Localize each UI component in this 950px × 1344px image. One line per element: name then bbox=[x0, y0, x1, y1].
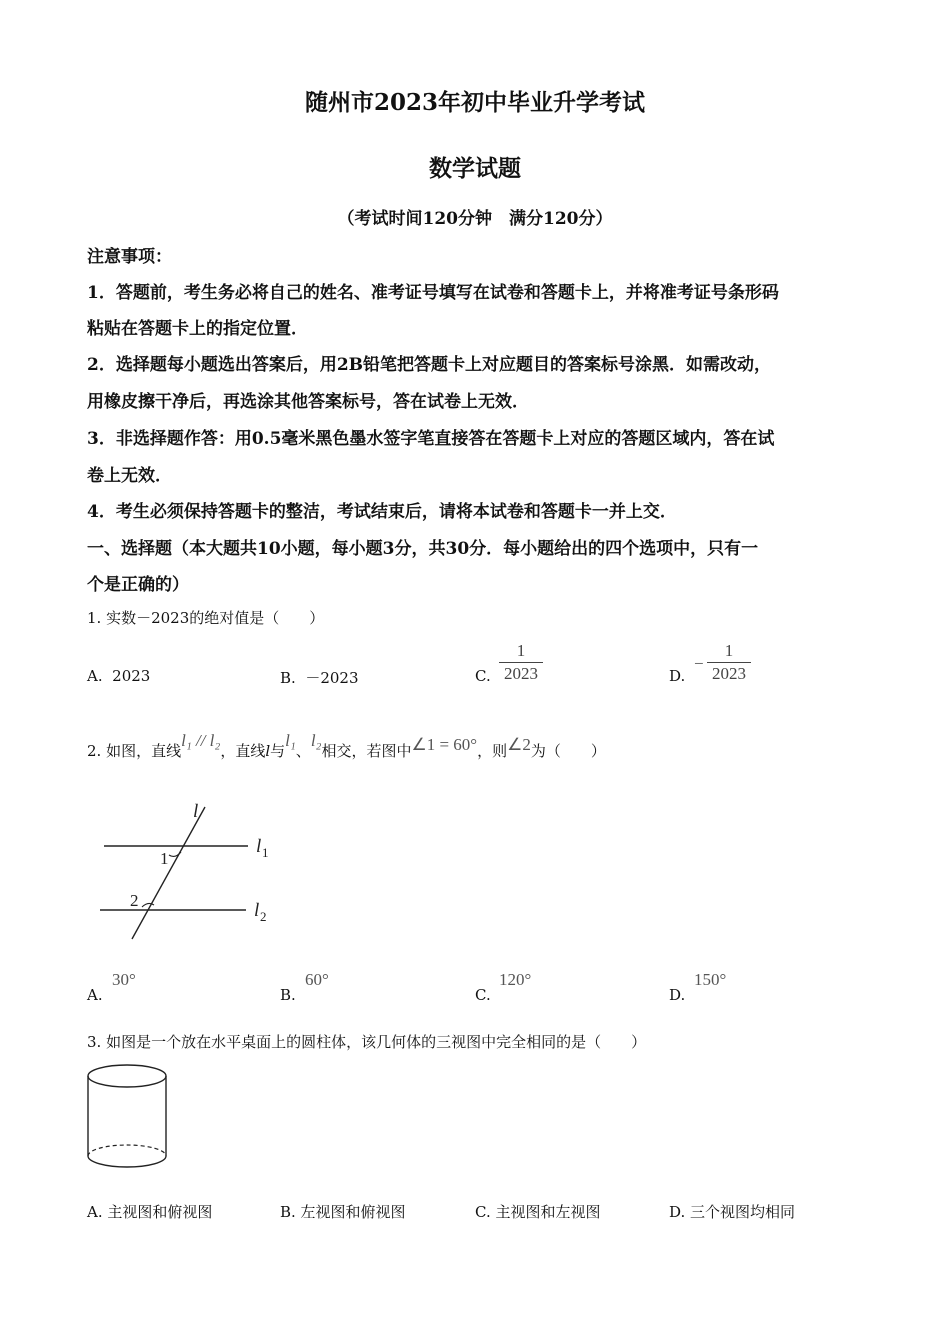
q3-option-a: A. 主视图和俯视图 bbox=[87, 1203, 213, 1221]
note-1-line-2: 粘贴在答题卡上的指定位置． bbox=[87, 319, 308, 339]
q1-option-b: B. －2023 bbox=[280, 669, 359, 687]
notes-heading: 注意事项： bbox=[87, 247, 172, 267]
q1-option-d-fraction: 1 2023 bbox=[707, 641, 751, 684]
note-3-line-1: 3．非选择题作答：用0.5毫米黑色墨水签字笔直接答在答题卡上对应的答题区域内，答在试 bbox=[87, 429, 775, 449]
q2-option-b: 60° bbox=[305, 970, 329, 989]
fig-angle-2: 2 bbox=[130, 891, 139, 910]
q3-option-b: B. 左视图和俯视图 bbox=[280, 1203, 406, 1221]
q3-cylinder-figure bbox=[84, 1060, 174, 1180]
q2-option-c-label: C. bbox=[475, 986, 491, 1004]
exam-info: （考试时间120分钟 满分120分） bbox=[337, 209, 613, 229]
note-3-line-2: 卷上无效． bbox=[87, 466, 172, 486]
note-2-line-2: 用橡皮擦干净后，再选涂其他答案标号，答在试卷上无效． bbox=[87, 392, 529, 412]
q2-option-b-label: B. bbox=[280, 986, 296, 1004]
q2-option-a-label: A. bbox=[87, 986, 103, 1004]
fig-label-l1-sub: 1 bbox=[262, 845, 269, 860]
angle-2-arc bbox=[142, 903, 154, 907]
q2-parallel-lines-figure bbox=[90, 795, 290, 945]
note-4: 4．考生必须保持答题卡的整洁，考试结束后，请将本试卷和答题卡一并上交． bbox=[87, 502, 677, 522]
cylinder-bottom-front-arc bbox=[88, 1156, 166, 1167]
fig-label-l: l bbox=[193, 801, 199, 822]
q1-option-a: A. 2023 bbox=[87, 667, 151, 685]
note-1-line-1: 1．答题前，考生务必将自己的姓名、准考证号填写在试卷和答题卡上，并将准考证号条形码 bbox=[87, 283, 779, 303]
q1-option-d-sign: − bbox=[694, 654, 704, 673]
fig-label-l2-sub: 2 bbox=[260, 909, 267, 924]
cylinder-bottom-hidden-arc bbox=[88, 1145, 166, 1156]
note-2-line-1: 2．选择题每小题选出答案后，用2B铅笔把答题卡上对应题目的答案标号涂黑．如需改动， bbox=[87, 355, 772, 375]
line-l bbox=[132, 807, 205, 939]
q3-stem: 3. 如图是一个放在水平桌面上的圆柱体，该几何体的三视图中完全相同的是（ ） bbox=[87, 1033, 647, 1051]
q1-stem: 1. 实数－2023的绝对值是（ ） bbox=[87, 609, 325, 627]
q1-option-d-label: D. bbox=[669, 667, 686, 685]
q2-option-c: 120° bbox=[499, 970, 532, 989]
q1-option-c-label: C. bbox=[475, 667, 491, 685]
q3-option-c: C. 主视图和左视图 bbox=[475, 1203, 601, 1221]
cylinder-top-ellipse bbox=[88, 1065, 166, 1087]
q2-stem: 2. 如图，直线l₁ // l₂，直线l与l₁、l₂相交，若图中∠1 = 60°，则∠2为（ ） bbox=[87, 731, 606, 760]
q3-option-d: D. 三个视图均相同 bbox=[669, 1203, 796, 1221]
fig-label-l1: l bbox=[256, 836, 262, 857]
q2-option-d: 150° bbox=[694, 970, 727, 989]
exam-title: 随州市2023年初中毕业升学考试 bbox=[304, 89, 645, 116]
section-1-heading-cont: 个是正确的） bbox=[87, 575, 189, 595]
fig-label-l2: l bbox=[254, 900, 260, 921]
q1-option-c-fraction: 1 2023 bbox=[499, 641, 543, 684]
q2-option-a: 30° bbox=[112, 970, 136, 989]
fig-angle-1: 1 bbox=[160, 849, 169, 868]
q2-option-d-label: D. bbox=[669, 986, 686, 1004]
subject-title: 数学试题 bbox=[429, 155, 521, 182]
section-1-heading: 一、选择题（本大题共10小题，每小题3分，共30分．每小题给出的四个选项中，只有一 bbox=[87, 539, 759, 559]
